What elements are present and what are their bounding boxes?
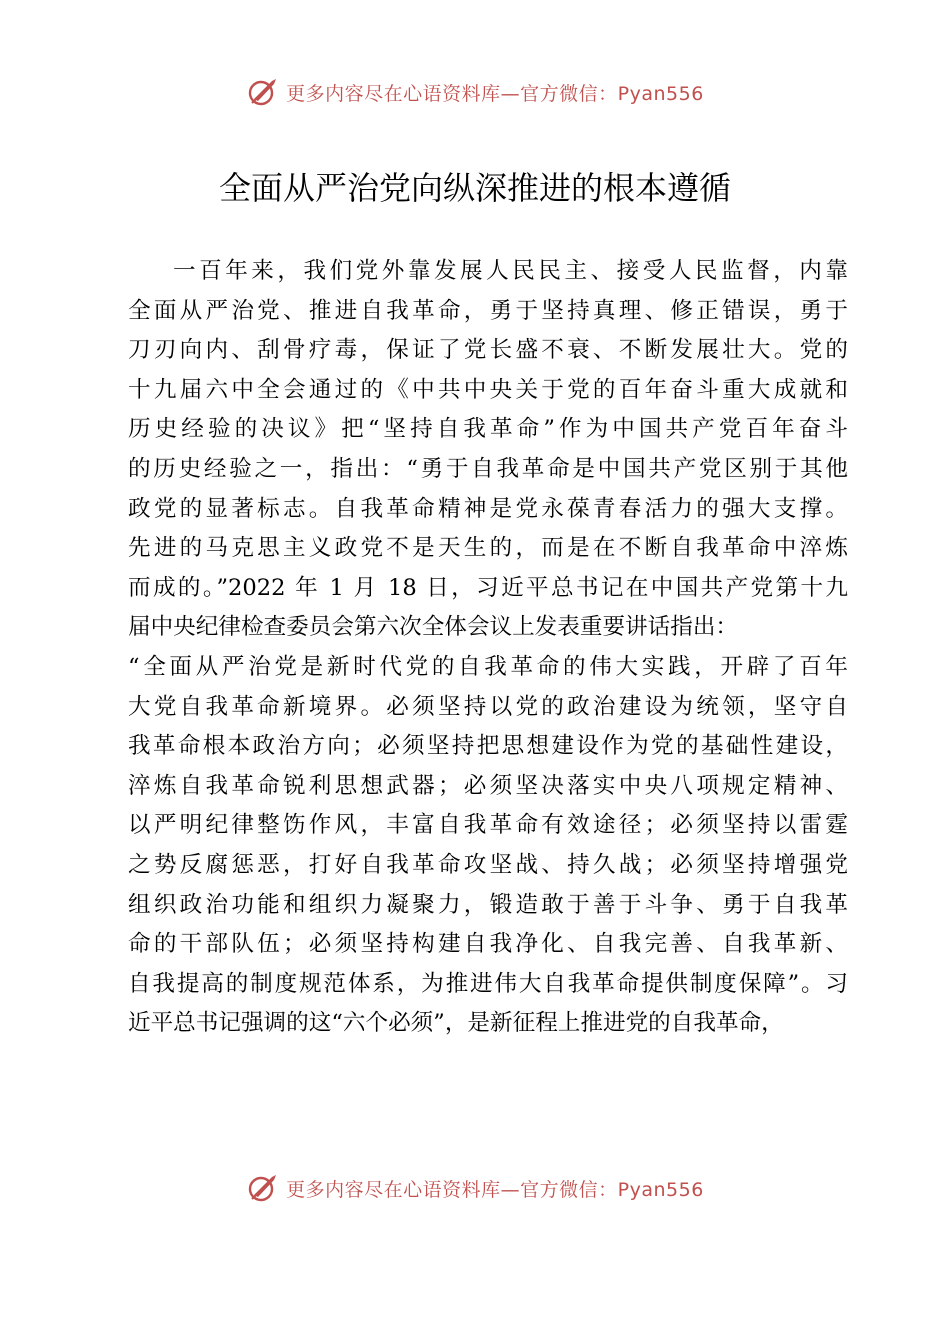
paragraph-line: 命的干部队伍；必须坚持构建自我净化、自我完善、自我革新、 <box>128 931 848 958</box>
paragraph-line: 一百年来，我们党外靠发展人民民主、接受人民监督，内靠 <box>173 258 848 284</box>
body-paragraph <box>128 252 848 1044</box>
document-title: 全面从严治党向纵深推进的根本遵循 <box>218 169 731 207</box>
paragraph-line: “全面从严治党是新时代党的自我革命的伟大实践，开辟了百年 <box>128 653 848 680</box>
header-banner <box>0 72 950 112</box>
paragraph-line: 的历史经验之一，指出：“勇于自我革命是中国共产党区别于其他 <box>128 455 848 482</box>
paragraph-line: 政党的显著标志。自我革命精神是党永葆青春活力的强大支撑。 <box>128 495 848 522</box>
paragraph-line: 历史经验的决议》把“坚持自我革命”作为中国共产党百年奋斗 <box>128 416 848 443</box>
paragraph-line: 之势反腐惩恶，打好自我革命攻坚战、持久战；必须坚持增强党 <box>128 851 848 878</box>
paragraph-line: 先进的马克思主义政党不是天生的，而是在不断自我革命中淬炼 <box>128 535 848 562</box>
paragraph-line: 近平总书记强调的这“六个必须”，是新征程上推进党的自我革命， <box>128 1010 784 1037</box>
paragraph-line: 刀刃向内、刮骨疗毒，保证了党长盛不衰、不断发展壮大。党的 <box>128 337 848 364</box>
paragraph-line: 组织政治功能和组织力凝聚力，锻造敢于善于斗争、勇于自我革 <box>128 891 848 918</box>
paragraph-line: 淬炼自我革命锐利思想武器；必须坚决落实中央八项规定精神、 <box>128 772 848 799</box>
paragraph-line: 而成的。”2022 年 1 月 18 日，习近平总书记在中国共产党第十九 <box>128 574 848 601</box>
footer-banner-text: 更多内容尽在心语资料库—官方微信：Pyan556 <box>286 1178 704 1201</box>
paragraph-line: 大党自我革命新境界。必须坚持以党的政治建设为统领，坚守自 <box>128 693 848 720</box>
paragraph-line: 我革命根本政治方向；必须坚持把思想建设作为党的基础性建设， <box>128 733 848 760</box>
footer-banner <box>0 1168 950 1208</box>
quill-pen-logo-icon <box>246 75 280 109</box>
quill-pen-logo-icon <box>246 1171 280 1205</box>
paragraph-line: 届中央纪律检查委员会第六次全体会议上发表重要讲话指出： <box>128 614 739 641</box>
header-banner-text: 更多内容尽在心语资料库—官方微信：Pyan556 <box>286 82 704 105</box>
paragraph-line: 自我提高的制度规范体系，为推进伟大自我革命提供制度保障”。习 <box>128 970 848 997</box>
paragraph-line: 以严明纪律整饬作风，丰富自我革命有效途径；必须坚持以雷霆 <box>128 812 848 839</box>
paragraph-line: 十九届六中全会通过的《中共中央关于党的百年奋斗重大成就和 <box>128 376 848 403</box>
paragraph-line: 全面从严治党、推进自我革命，勇于坚持真理、修正错误，勇于 <box>128 297 848 324</box>
